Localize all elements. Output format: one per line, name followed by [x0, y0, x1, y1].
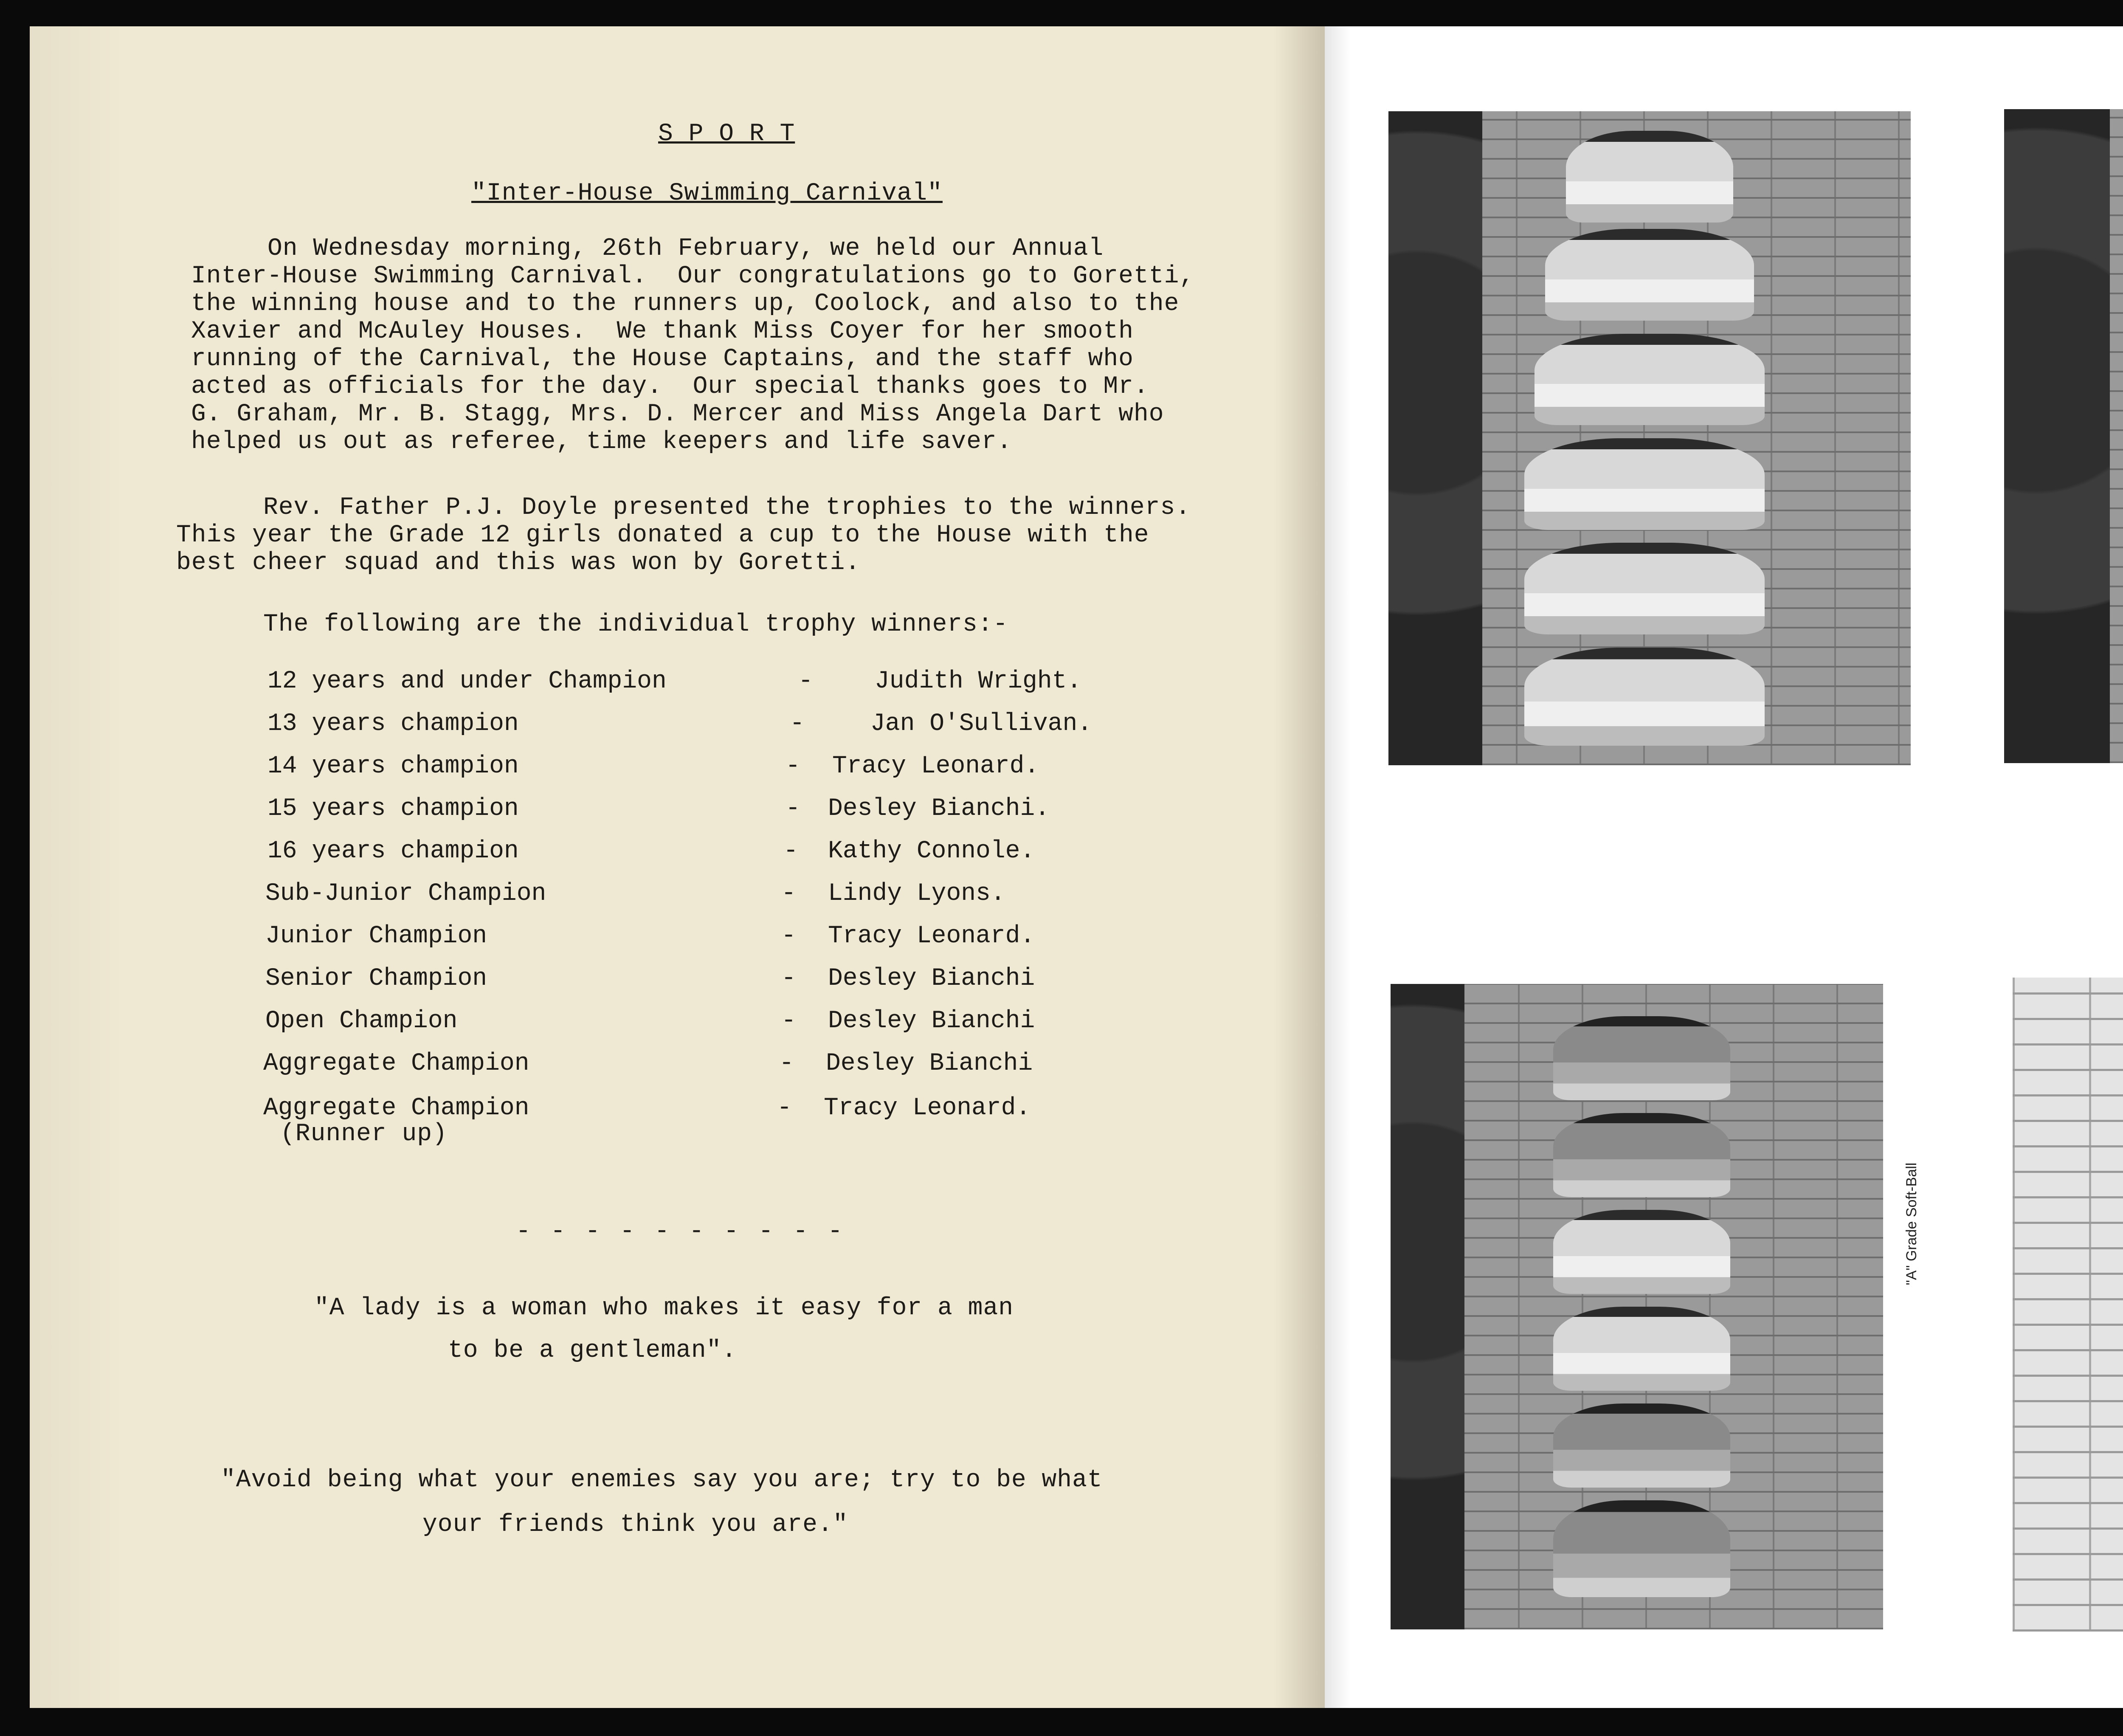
trophy-winner: Tracy Leonard. [828, 922, 1035, 950]
article-heading: "Inter-House Swimming Carnival" [471, 180, 943, 207]
separator-dash: - [777, 1094, 792, 1122]
list-item [30, 710, 1304, 740]
text-line: This year the Grade 12 girls donated a cup to the House with the [176, 521, 1149, 549]
trophy-category: Sub-Junior Champion [265, 880, 546, 907]
trophy-winner: Desley Bianchi. [828, 795, 1050, 823]
trophy-category: Aggregate Champion [263, 1050, 529, 1077]
list-item [30, 1007, 1304, 1037]
trophy-category: Aggregate Champion [263, 1094, 529, 1122]
separator-dash: - [779, 1050, 794, 1077]
trophy-winner: Jan O'Sullivan. [870, 710, 1092, 738]
trophy-category: Junior Champion [265, 922, 487, 950]
senior-swimming-team-photo [1388, 111, 1911, 765]
trophy-intro: The following are the individual trophy winners:- [263, 611, 1008, 638]
separator-dash: - [798, 668, 813, 695]
trophy-winner: Kathy Connole. [828, 837, 1035, 865]
text-line: Inter-House Swimming Carnival. Our congratulations go to Goretti, [191, 262, 1195, 290]
list-item [30, 880, 1304, 910]
runner-up-note: (Runner up) [280, 1120, 448, 1148]
trophy-winner: Lindy Lyons. [828, 880, 1005, 907]
list-item [30, 837, 1304, 867]
separator-dash: - [781, 922, 796, 950]
grade-team-association-fixtures-photo [2013, 978, 2123, 1632]
text-line: Rev. Father P.J. Doyle presented the trophies to the winners. [263, 494, 1191, 521]
trophy-winner: Tracy Leonard. [832, 752, 1039, 780]
list-item [30, 795, 1304, 825]
trophy-winner: Desley Bianchi [828, 1007, 1035, 1035]
text-line: running of the Carnival, the House Captains, and the staff who [191, 345, 1134, 373]
separator-dash: - [786, 752, 800, 780]
quote-2-line-1: "Avoid being what your enemies say you are; try to be what [221, 1466, 1103, 1494]
text-line: acted as officials for the day. Our special thanks goes to Mr. [191, 373, 1149, 400]
list-item [30, 965, 1304, 995]
trophy-category: 16 years champion [267, 837, 519, 865]
list-item [30, 668, 1304, 697]
quote-2-line-2: your friends think you are." [422, 1511, 848, 1539]
separator-dash: - [783, 837, 798, 865]
quote-1-line-2: to be a gentleman". [448, 1337, 737, 1364]
trophy-category: 13 years champion [267, 710, 519, 738]
text-line: best cheer squad and this was won by Goretti. [176, 549, 861, 577]
trophy-winner: Desley Bianchi [826, 1050, 1033, 1077]
trophy-winner: Tracy Leonard. [824, 1094, 1031, 1122]
c-grade-tennis-photo [2004, 109, 2123, 763]
separator-dash: - [781, 965, 796, 992]
trophy-category: Senior Champion [265, 965, 487, 992]
trophy-category: 12 years and under Champion [267, 668, 667, 695]
list-item [30, 752, 1304, 782]
trophy-winner: Desley Bianchi [828, 965, 1035, 992]
photo-page-right [1325, 26, 2123, 1708]
text-line: G. Graham, Mr. B. Stagg, Mrs. D. Mercer and Miss Angela Dart who [191, 400, 1164, 428]
caption-line: "A" Grade Soft-Ball [1903, 1162, 1920, 1285]
page-title: S P O R T [658, 120, 795, 148]
typed-page-left [30, 26, 1325, 1708]
text-line: the winning house and to the runners up, Coolock, and also to the [191, 290, 1180, 318]
book-spread [30, 26, 2123, 1708]
text-line: helped us out as referee, time keepers and life saver. [191, 428, 1012, 456]
trophy-winner: Judith Wright. [875, 668, 1082, 695]
separator-dash: - [781, 1007, 796, 1035]
trophy-category: Open Champion [265, 1007, 458, 1035]
trophy-category: 15 years champion [267, 795, 519, 823]
text-line: Xavier and McAuley Houses. We thank Miss Coyer for her smooth [191, 318, 1134, 345]
trophy-category: 14 years champion [267, 752, 519, 780]
list-item [30, 1094, 1304, 1124]
text-line: On Wednesday morning, 26th February, we held our Annual [267, 235, 1104, 262]
separator-dash: - [786, 795, 800, 823]
quote-1-line-1: "A lady is a woman who makes it easy for a man [314, 1294, 1014, 1322]
section-divider: - - - - - - - - - - [516, 1218, 845, 1246]
list-item [30, 1050, 1304, 1079]
separator-dash: - [781, 880, 796, 907]
separator-dash: - [790, 710, 805, 738]
photo-caption-a-grade-softball [1902, 1012, 1921, 1436]
list-item [30, 922, 1304, 952]
a-grade-softball-photo [1391, 984, 1883, 1629]
